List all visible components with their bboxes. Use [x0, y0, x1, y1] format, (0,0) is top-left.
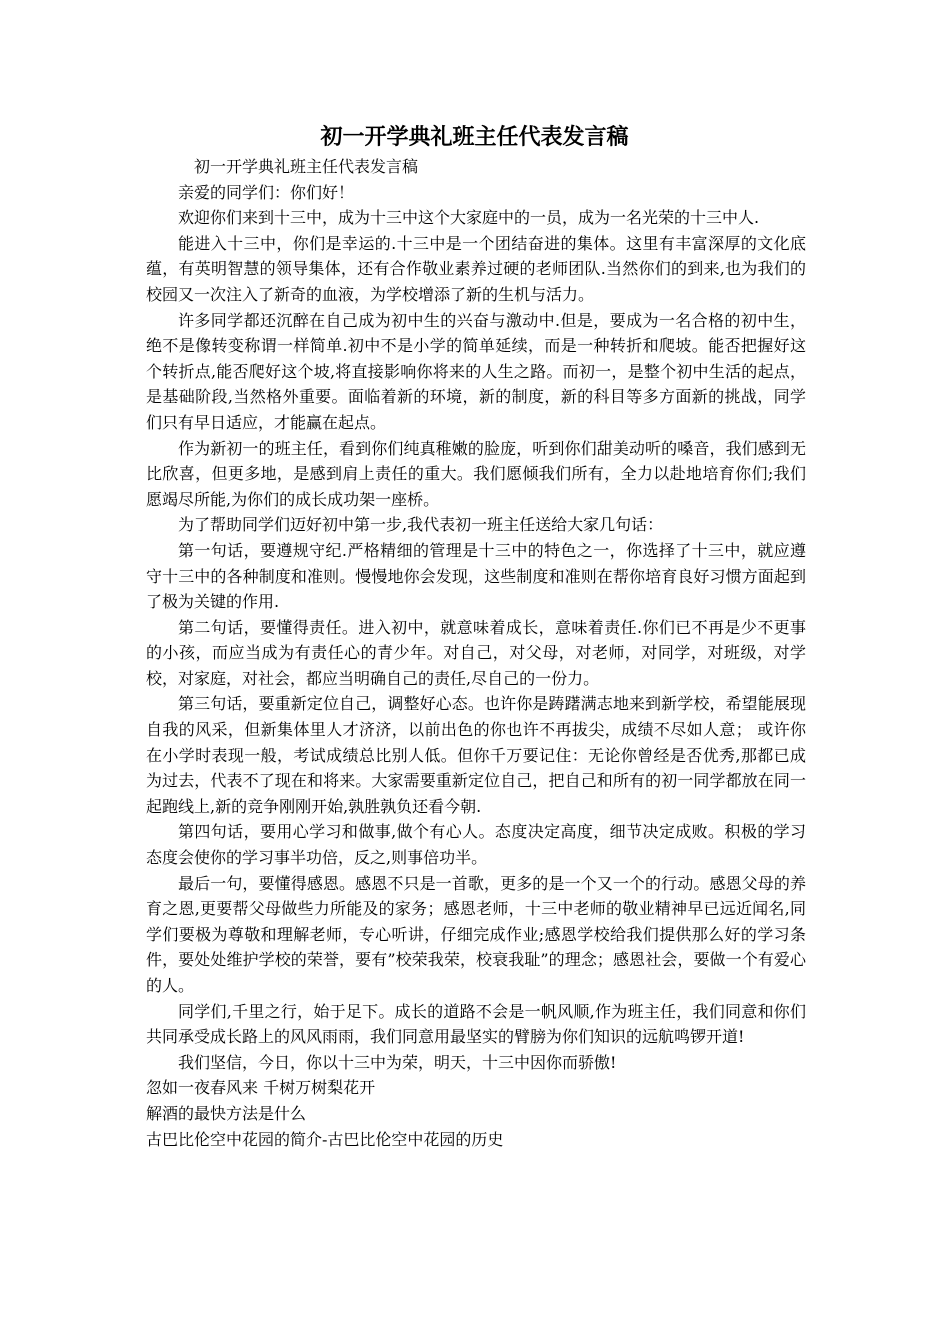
paragraph-advice-4: 第四句话，要用心学习和做事,做个有心人。态度决定高度，细节决定成败。积极的学习态度会使你的学习事半功倍，反之,则事倍功半。: [146, 822, 806, 868]
paragraph-advice-2: 第二句话，要懂得责任。进入初中，就意味着成长，意味着责任.你们已不再是少不更事的小孩，而应当成为有责任心的青少年。对自己，对父母，对老师，对同学，对班级，对学校，对家庭，对社会，都应当明确自己的责任,尽自己的一份力。: [146, 617, 806, 688]
footer-line: 忽如一夜春风来 千树万树梨花开: [146, 1078, 376, 1098]
paragraph-closing: 同学们,千里之行，始于足下。成长的道路不会是一帆风顺,作为班主任，我们同意和你们共同承受成长路上的风风雨雨，我们同意用最坚实的臂膀为你们知识的远航鸣锣开道!: [146, 1001, 806, 1047]
paragraph-teacher-role: 作为新初一的班主任，看到你们纯真稚嫩的脸庞，听到你们甜美动听的嗓音，我们感到无比欣喜，但更多地，是感到肩上责任的重大。我们愿倾我们所有，全力以赴地培育你们;我们愿竭尽所能,为你们的成长成功架一座桥。: [146, 438, 806, 509]
paragraph-advice-3: 第三句话，要重新定位自己，调整好心态。也许你是踌躇满志地来到新学校，希望能展现自我的风采，但新集体里人才济济，以前出色的你也许不再拔尖，成绩不尽如人意； 或许你在小学时表现一般，考试成绩总比别人低。但你千万要记住：无论你曾经是否优秀,那都已成为过去，代表不了现在和将来。大家需要重新定位自己，把自己和所有的初一同学都放在同一起跑线上,新的竞争刚刚开始,孰胜孰负还看今朝.: [146, 694, 806, 816]
paragraph-final: 我们坚信，今日，你以十三中为荣，明天，十三中因你而骄傲!: [178, 1052, 617, 1072]
document-subtitle: 初一开学典礼班主任代表发言稿: [194, 157, 419, 176]
footer-line: 古巴比伦空中花园的简介-古巴比伦空中花园的历史: [146, 1129, 504, 1149]
document-title: 初一开学典礼班主任代表发言稿: [320, 124, 629, 150]
paragraph-advice-1: 第一句话，要遵规守纪.严格精细的管理是十三中的特色之一，你选择了十三中，就应遵守十三中的各种制度和准则。慢慢地你会发现，这些制度和准则在帮你培育良好习惯方面起到了极为关键的作用.: [146, 540, 806, 612]
footer-line: 解酒的最快方法是什么: [146, 1103, 307, 1123]
document-page: [146, 120, 806, 1152]
paragraph-transition: 许多同学都还沉醉在自己成为初中生的兴奋与激动中.但是，要成为一名合格的初中生，绝不是像转变称谓一样简单.初中不是小学的简单延续，而是一种转折和爬坡。能否把握好这个转折点,能否爬好这个坡,将直接影响你将来的人生之路。而初一，是整个初中生活的起点，是基础阶段,当然格外重要。面临着新的环境，新的制度，新的科目等多方面新的挑战，同学们只有早日适应，才能赢在起点。: [146, 310, 806, 432]
paragraph-school-intro: 能进入十三中，你们是幸运的.十三中是一个团结奋进的集体。这里有丰富深厚的文化底蕴，有英明智慧的领导集体，还有合作敬业素养过硬的老师团队.当然你们的到来,也为我们的校园又一次注入了新奇的血液，为学校增添了新的生机与活力。: [146, 233, 806, 304]
paragraph-greeting: 亲爱的同学们：你们好！: [178, 182, 355, 202]
paragraph-advice-intro: 为了帮助同学们迈好初中第一步,我代表初一班主任送给大家几句话：: [178, 515, 664, 535]
paragraph-advice-5: 最后一句，要懂得感恩。感恩不只是一首歌，更多的是一个又一个的行动。感恩父母的养育之恩,更要帮父母做些力所能及的家务；感恩老师，十三中老师的敬业精神早已远近闻名,同学们要极为尊敬和理解老师，专心听讲，仔细完成作业;感恩学校给我们提供那么好的学习条件，要处处维护学校的荣誉，要有”校荣我荣，校衰我耻”的理念；感恩社会，要做一个有爱心的人。: [146, 873, 806, 995]
paragraph-welcome: 欢迎你们来到十三中，成为十三中这个大家庭中的一员，成为一名光荣的十三中人.: [178, 208, 760, 228]
